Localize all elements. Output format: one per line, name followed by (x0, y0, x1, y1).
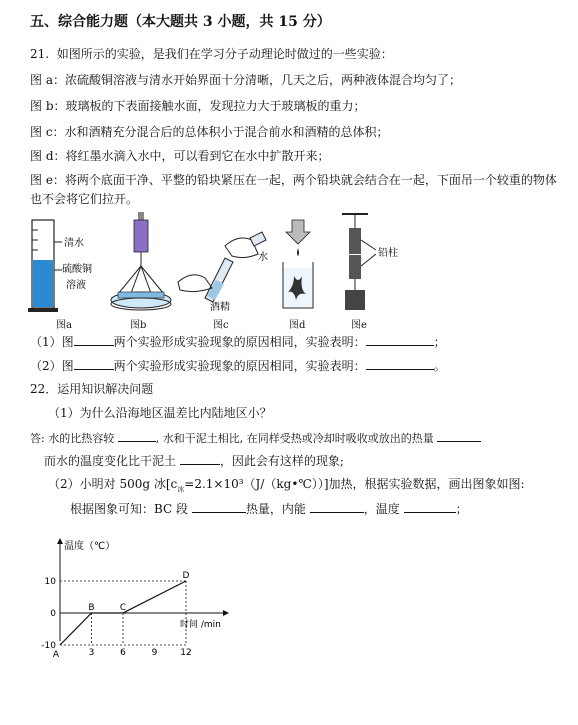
x-tick-label: 6 (120, 648, 126, 658)
blank-q21-1b[interactable] (366, 333, 434, 346)
label-c-alcohol: 酒精 (210, 302, 230, 313)
point-label-B: B (88, 603, 95, 613)
label-e-lead: 铅柱 (378, 248, 398, 259)
label-c-water: 水 (258, 252, 268, 263)
q21-intro-text: 如图所示的实验，是我们在学习分子动理论时做过的一些实验： (56, 47, 393, 61)
label-a-solution: 溶液 (66, 280, 86, 291)
q21-sub1: （1）图 两个实验形成实验现象的原因相同，实验表明： ； (30, 335, 446, 349)
x-tick-label: 12 (180, 648, 192, 658)
q22-answer-line1: 答: 水的比热容较 , 水和干泥土相比, 在同样受热或冷却时吸收或放出的热量 (30, 429, 481, 447)
blank-q22-1[interactable] (118, 429, 156, 442)
blank-q22-3[interactable] (180, 452, 220, 465)
blank-q22-4[interactable] (192, 500, 246, 513)
q21-item-c: 图 c：水和酒精充分混合后的总体积小于混合前水和酒精的总体积； (30, 125, 389, 139)
q21-sub2: （2）图 两个实验形成实验现象的原因相同，实验表明： 。 (30, 359, 446, 373)
y-tick-label: -10 (41, 641, 56, 651)
x-axis-label: 时间 /min (180, 620, 221, 630)
blank-q21-1a[interactable] (74, 333, 114, 346)
temperature-time-chart (30, 537, 230, 667)
x-tick-label: 9 (151, 648, 158, 658)
figure-e-lead-cylinders (342, 214, 398, 310)
figure-a-cylinder (28, 220, 92, 312)
point-label-C: C (119, 603, 127, 613)
figure-d-beaker (283, 220, 313, 308)
q21-item-b: 图 b：玻璃板的下表面接触水面，发现拉力大于玻璃板的重力； (30, 99, 366, 113)
blank-q22-6[interactable] (404, 500, 456, 513)
q22-sub1: （1）为什么沿海地区温差比内陆地区小？ (48, 406, 272, 420)
x-tick-label: 3 (88, 648, 95, 658)
caption-a: 图a (56, 320, 72, 331)
q21-item-a: 图 a：浓硫酸铜溶液与清水开始界面十分清晰，几天之后，两种液体混合均匀了； (30, 73, 461, 87)
q22-title: 22．运用知识解决问题 (30, 382, 154, 396)
caption-d: 图d (289, 320, 306, 331)
figure-c-mixing (178, 232, 268, 313)
figure-b-glass-plate (111, 212, 171, 310)
caption-c: 图c (213, 320, 229, 331)
q22-sub2: （2）小明对 500g 冰$[c_冰=2.1\times 10^3(J/(kg•℃))]$加热，根据实验数据，画出图象如图: (48, 477, 525, 494)
q21-item-e-cont: 也不会将它们拉开。 (30, 192, 139, 206)
y-tick-label: 0 (50, 609, 56, 619)
section-title: 五、综合能力题（本大题共 3 小题，共 15 分） (30, 14, 331, 30)
q22-sub2-line2: 根据图象可知：BC 段 热量，内能 ，温度 ； (70, 502, 468, 516)
label-a-water: 清水 (64, 238, 84, 249)
q21-intro (30, 46, 393, 62)
y-axis-label: 温度（℃） (64, 541, 116, 552)
blank-q22-2[interactable] (437, 429, 481, 442)
y-tick-label: 10 (44, 577, 56, 587)
q21-figures (0, 210, 578, 330)
label-a-copper: 硫酸铜 (62, 264, 92, 275)
point-label-A: A (52, 650, 60, 660)
caption-b: 图b (130, 320, 147, 331)
q22-answer-line2: 而水的温度变化比干泥土 ，因此会有这样的现象; (44, 454, 344, 468)
blank-q22-5[interactable] (310, 500, 364, 513)
blank-q21-2a[interactable] (74, 357, 114, 370)
blank-q21-2b[interactable] (366, 357, 434, 370)
q21-item-e: 图 e：将两个底面干净、平整的铅块紧压在一起，两个铅块就会结合在一起，下面吊一个较重的物体 (30, 173, 557, 187)
point-label-D: D (182, 571, 190, 581)
q21-item-d: 图 d：将红墨水滴入水中，可以看到它在水中扩散开来； (30, 149, 330, 163)
caption-e: 图e (351, 320, 367, 331)
q21-number: 21. (30, 47, 50, 61)
